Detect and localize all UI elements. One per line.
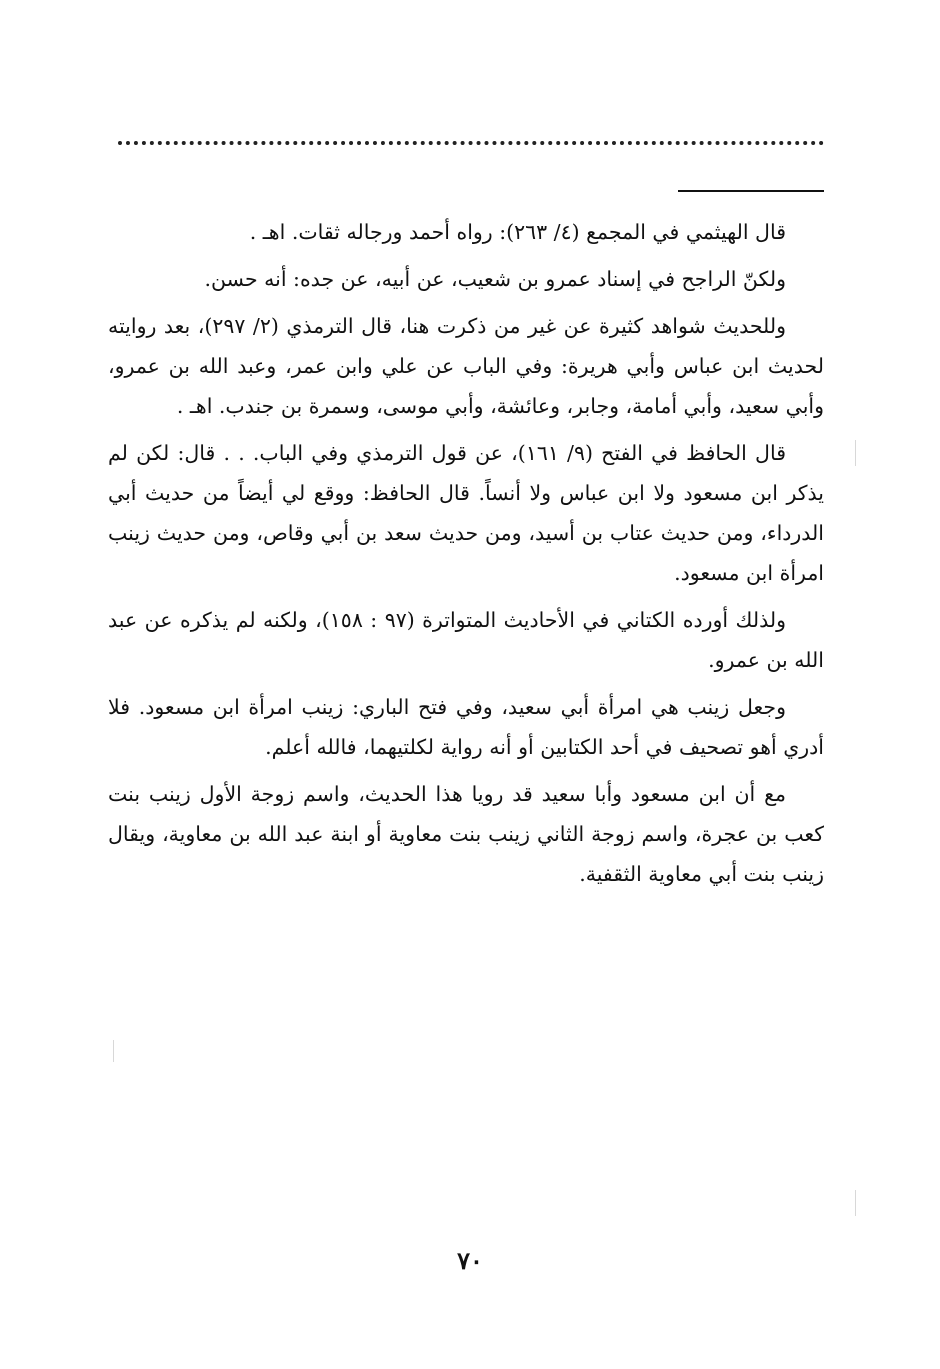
footnote-separator-line: [678, 190, 824, 192]
scan-margin-mark: [113, 1040, 114, 1062]
scan-margin-mark: [855, 1190, 856, 1216]
page-body-text: [108, 212, 824, 901]
paragraph-5: ولذلك أورده الكتاني في الأحاديث المتواترة (٩٧ : ١٥٨)، ولكنه لم يذكره عن عبد الله بن عمرو.: [108, 608, 824, 672]
paragraph-3: وللحديث شواهد كثيرة عن غير من ذكرت هنا، قال الترمذي (٢/ ٢٩٧)، بعد روايته لحديث ابن عباس وأبي هريرة: وفي الباب عن علي وابن عمر، وعبد الله بن عمرو، وأبي سعيد، وأبي أمامة، وجابر، وعائشة، وأبي موسى، وسمرة بن جندب. اهـ .: [108, 314, 824, 418]
dotted-separator: [118, 141, 824, 145]
scan-margin-mark: [855, 440, 856, 466]
paragraph-6: وجعل زينب هي امرأة أبي سعيد، وفي فتح الباري: زينب امرأة ابن مسعود. فلا أدري أهو تصحيف في أحد الكتابين أو أنه رواية لكلتيهما، فالله أعلم.: [108, 695, 824, 759]
paragraph-1: قال الهيثمي في المجمع (٤/ ٢٦٣): رواه أحمد ورجاله ثقات. اهـ .: [249, 220, 786, 244]
paragraph-2: ولكنّ الراجح في إسناد عمرو بن شعيب، عن أبيه، عن جده: أنه حسن.: [204, 267, 786, 291]
page-number: ٧٠: [457, 1246, 483, 1275]
paragraph-4: قال الحافظ في الفتح (٩/ ١٦١)، عن قول الترمذي وفي الباب. . . قال: لكن لم يذكر ابن مسعود ولا ابن عباس ولا أنساً. قال الحافظ: ووقع لي أيضاً من حديث أبي الدرداء، ومن حديث عتاب بن أسيد، ومن حديث سعد بن أبي وقاص، ومن حديث زينب امرأة ابن مسعود.: [108, 441, 824, 585]
paragraph-7: مع أن ابن مسعود وأبا سعيد قد رويا هذا الحديث، واسم زوجة الأول زينب بنت كعب بن عجرة، واسم زوجة الثاني زينب بنت معاوية أو ابنة عبد الله بن معاوية، ويقال زينب بنت أبي معاوية الثقفية.: [108, 782, 824, 886]
